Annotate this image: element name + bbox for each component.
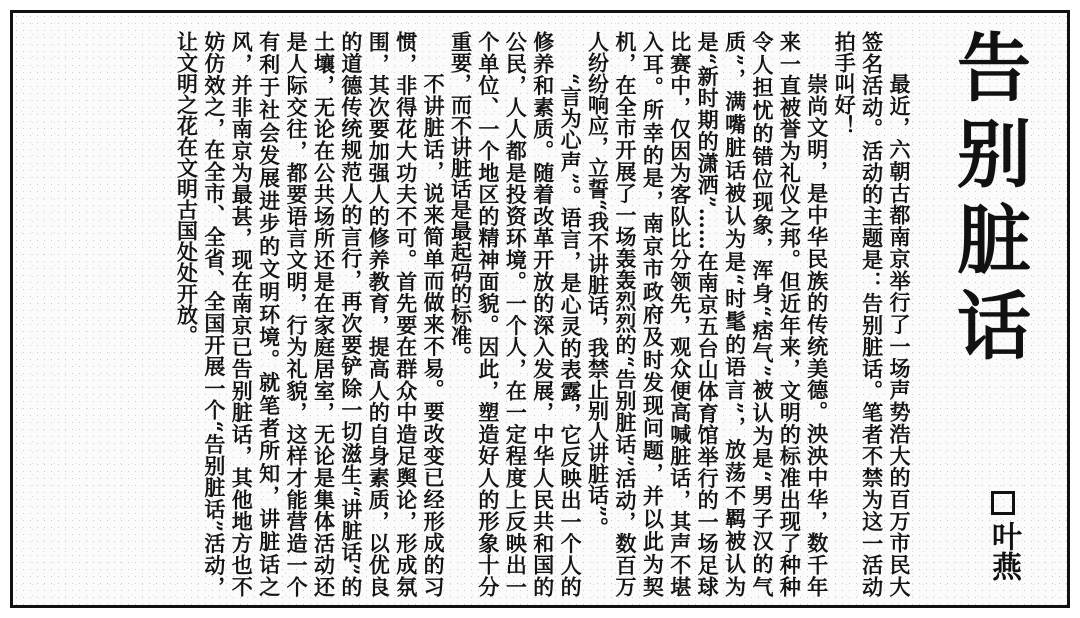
- article-paragraph: 不讲脏话，说来简单而做来不易。要改变已经形成的习惯，非得花大功夫不可。首先要在群众中造足舆论，形成氛围，其次要加强人的修养教育，提高人的自身素质，以优良的道德传统规范人的言行，再次要铲除一切滋生“讲脏话”的土壤，无论在公共场所还是在家庭居室，无论是集体活动还是人际交往，都要语言文明，行为礼貌，这样才能营造一个有利于社会发展进步的文明环境。就笔者所知，讲脏话之风，并非南京为最甚，现在南京已告别脏话，其他地方也不妨仿效之，在全市、全省、全国开展一个“告别脏话”活动，让文明之花在文明古国处处开放。: [174, 31, 447, 597]
- byline: [983, 491, 1023, 581]
- article-body: [53, 31, 913, 597]
- clipping-frame: [10, 10, 1070, 608]
- author-name: 叶燕: [986, 521, 1021, 581]
- headline: 告别脏话: [945, 29, 1031, 373]
- article-paragraph: “言为心声”。语言，是心灵的表露，它反映出一个人的修养和素质。随着改革开放的深入发展，中华人民共和国的公民，人人都是投资环境。一个人，在一定程度上反映出一个单位、一个地区的精神面貌。因此，塑造好人的形象十分重要，而不讲脏话是最起码的标准。: [448, 31, 584, 597]
- article-paragraph: 最近，六朝古都南京举行了一场声势浩大的百万市民大签名活动。活动的主题是：告别脏话。笔者不禁为这一活动拍手叫好！: [832, 31, 912, 597]
- article-paragraph: 崇尚文明，是中华民族的传统美德。泱泱中华，数千年来一直被誉为礼仪之邦。但近年来，文明的标准出现了种种令人担忧的错位现象，浑身“痞气”被认为是“男子汉的气质”，满嘴脏话被认为是“时髦的语言”，放荡不羁被认为是“新时期的潇洒”……在南京五台山体育馆举行的一场足球比赛中，仅因为客队比分领先，观众便高喊脏话，其声不堪入耳。所幸的是，南京市政府及时发现问题，并以此为契机，在全市开展了一场轰轰烈烈的“告别脏话”活动，数百万人纷纷响应，立誓“我不讲脏话，我禁止别人讲脏话”。: [585, 31, 830, 597]
- byline-box-icon: [991, 491, 1015, 515]
